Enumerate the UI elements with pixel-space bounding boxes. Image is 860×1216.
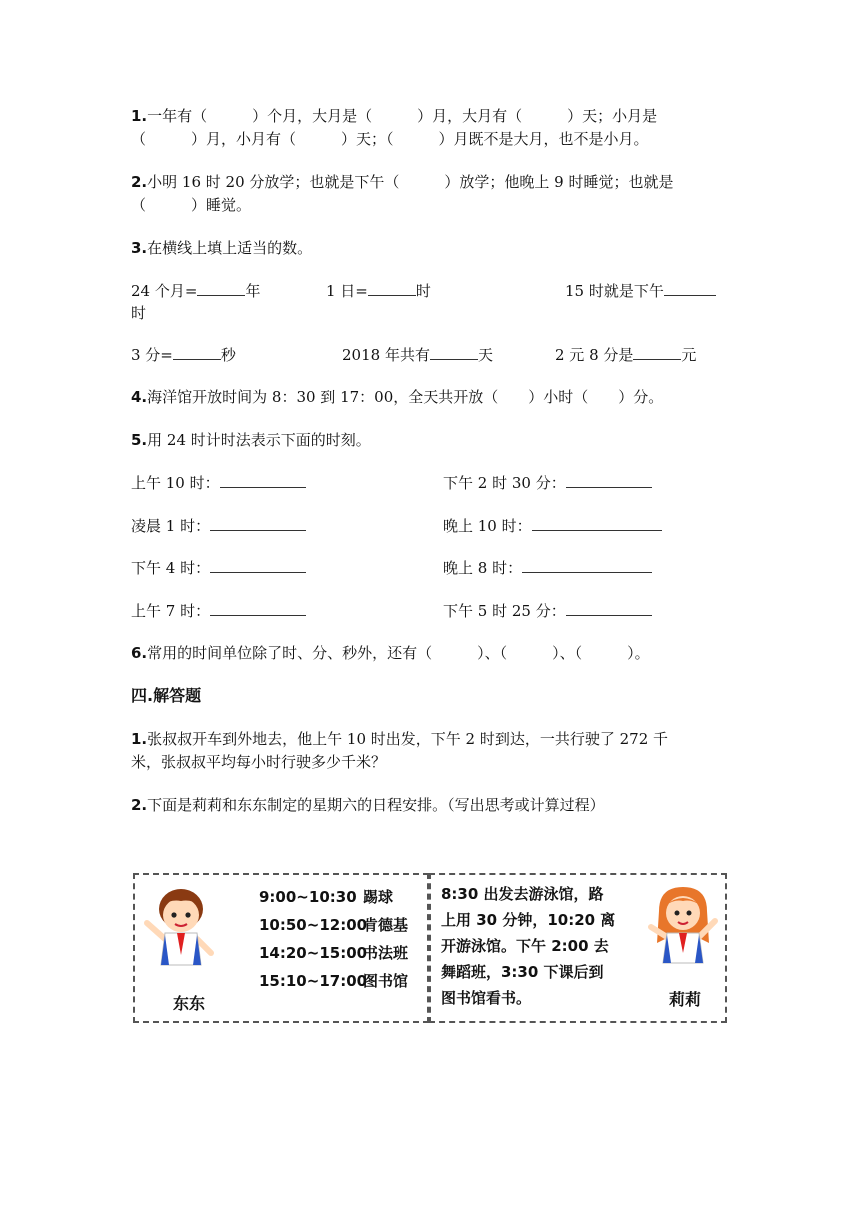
question-number: 1. — [131, 107, 148, 125]
blank-line[interactable] — [173, 345, 221, 360]
question-text: 张叔叔开车到外地去，他上午 10 时出发，下午 2 时到达，一共行驶了 272 千 — [147, 730, 669, 748]
fill-label: 1 日= — [326, 282, 368, 300]
blank-line[interactable] — [566, 473, 652, 488]
lili-schedule-line: 8:30 出发去游泳馆，路 — [441, 885, 604, 903]
time-item-left-1 — [131, 472, 306, 494]
blank-line[interactable] — [532, 516, 662, 531]
problem-1-line-2: 米，张叔叔平均每小时行驶多少千米？ — [131, 753, 387, 771]
question-2-line-2: （ ）睡觉。 — [131, 196, 252, 214]
schedule-row — [259, 969, 408, 993]
time-label: 晚上 10 时： — [443, 517, 532, 535]
time-label: 下午 4 时： — [131, 559, 211, 577]
blank-line[interactable] — [633, 345, 681, 360]
schedule-activity: 书法班 — [363, 944, 409, 962]
section-title: 四.解答题 — [131, 686, 202, 705]
question-5-title — [131, 429, 371, 451]
time-label: 下午 2 时 30 分： — [443, 474, 566, 492]
time-item-left-4 — [131, 600, 306, 622]
fill-unit: 元 — [681, 346, 697, 364]
question-6 — [131, 642, 650, 664]
question-3-title — [131, 237, 312, 259]
lili-name: 莉莉 — [669, 990, 702, 1009]
fill-unit: 秒 — [220, 346, 236, 364]
question-number: 6. — [131, 644, 148, 662]
blank-line[interactable] — [220, 473, 306, 488]
dongdong-panel — [133, 873, 429, 1023]
question-text: 小明 16 时 20 分放学；也就是下午（ ）放学；他晚上 9 时睡觉；也就是 — [147, 173, 674, 191]
time-item-right-1 — [443, 472, 652, 494]
blank-line[interactable] — [210, 601, 306, 616]
time-label: 上午 7 时： — [131, 602, 211, 620]
problem-2 — [131, 794, 605, 816]
time-item-right-2 — [443, 515, 662, 537]
girl-illustration — [645, 881, 721, 985]
schedule-time: 15:10~17:00 — [259, 972, 368, 990]
question-number: 1. — [131, 730, 148, 748]
fill-label: 2 元 8 分是 — [555, 346, 634, 364]
fill-unit: 年 — [245, 282, 261, 300]
question-1-line-1 — [131, 105, 657, 127]
blank-line[interactable] — [210, 516, 306, 531]
time-label: 凌晨 1 时： — [131, 517, 211, 535]
fill-item-3-wrap: 时 — [131, 304, 147, 322]
fill-label: 2018 年共有 — [342, 346, 430, 364]
schedule-activity: 图书馆 — [363, 972, 409, 990]
schedule-activity: 踢球 — [363, 888, 394, 906]
fill-item-2 — [326, 280, 431, 302]
blank-line[interactable] — [522, 558, 652, 573]
blank-line[interactable] — [210, 558, 306, 573]
fill-item-5 — [342, 344, 493, 366]
schedule-row — [259, 885, 393, 909]
fill-unit: 时 — [415, 282, 431, 300]
question-text: 海洋馆开放时间为 8：30 到 17：00，全天共开放（ ）小时（ ）分。 — [147, 388, 664, 406]
time-label: 上午 10 时： — [131, 474, 220, 492]
question-2-line-1 — [131, 171, 673, 193]
lili-schedule-line: 舞蹈班，3:30 下课后到 — [441, 963, 604, 981]
lili-panel — [429, 873, 727, 1023]
question-text: 用 24 时计时法表示下面的时刻。 — [147, 431, 371, 449]
dongdong-name: 东东 — [173, 994, 206, 1013]
question-text: 常用的时间单位除了时、分、秒外，还有（ ）、（ ）、（ ）。 — [147, 644, 650, 662]
blank-line[interactable] — [566, 601, 652, 616]
blank-line[interactable] — [197, 281, 245, 296]
time-item-left-2 — [131, 515, 306, 537]
question-number: 5. — [131, 431, 148, 449]
time-label: 下午 5 时 25 分： — [443, 602, 566, 620]
problem-1-line-1 — [131, 728, 668, 750]
schedule-row — [259, 913, 408, 937]
schedule-activity: 肯德基 — [363, 916, 409, 934]
lili-schedule-line: 开游泳馆。下午 2:00 去 — [441, 937, 609, 955]
fill-item-3 — [565, 280, 716, 302]
lili-schedule-line: 上用 30 分钟，10:20 离 — [441, 911, 616, 929]
time-item-right-3 — [443, 557, 652, 579]
question-text: 一年有（ ）个月，大月是（ ）月，大月有（ ）天；小月是 — [147, 107, 658, 125]
question-number: 2. — [131, 796, 148, 814]
schedule-row — [259, 941, 408, 965]
lili-schedule-line: 图书馆看书。 — [441, 989, 532, 1007]
question-number: 4. — [131, 388, 148, 406]
time-label: 晚上 8 时： — [443, 559, 523, 577]
fill-label: 3 分= — [131, 346, 173, 364]
schedule-figure — [133, 873, 727, 1025]
blank-line[interactable] — [664, 281, 716, 296]
schedule-time: 10:50~12:00 — [259, 916, 368, 934]
blank-line[interactable] — [368, 281, 416, 296]
fill-item-4 — [131, 344, 236, 366]
question-number: 2. — [131, 173, 148, 191]
blank-line[interactable] — [430, 345, 478, 360]
fill-label: 24 个月= — [131, 282, 198, 300]
time-item-right-4 — [443, 600, 652, 622]
fill-item-6 — [555, 344, 696, 366]
boy-illustration — [141, 883, 221, 987]
fill-label: 15 时就是下午 — [565, 282, 664, 300]
schedule-time: 14:20~15:00 — [259, 944, 368, 962]
schedule-time: 9:00~10:30 — [259, 888, 357, 906]
question-text: 在横线上填上适当的数。 — [147, 239, 313, 257]
fill-unit: 天 — [477, 346, 493, 364]
question-text: 下面是莉莉和东东制定的星期六的日程安排。（写出思考或计算过程） — [147, 796, 605, 814]
time-item-left-3 — [131, 557, 306, 579]
question-4 — [131, 386, 663, 408]
question-1-line-2: （ ）月，小月有（ ）天；（ ）月既不是大月，也不是小月。 — [131, 130, 649, 148]
fill-item-1 — [131, 280, 260, 302]
question-number: 3. — [131, 239, 148, 257]
